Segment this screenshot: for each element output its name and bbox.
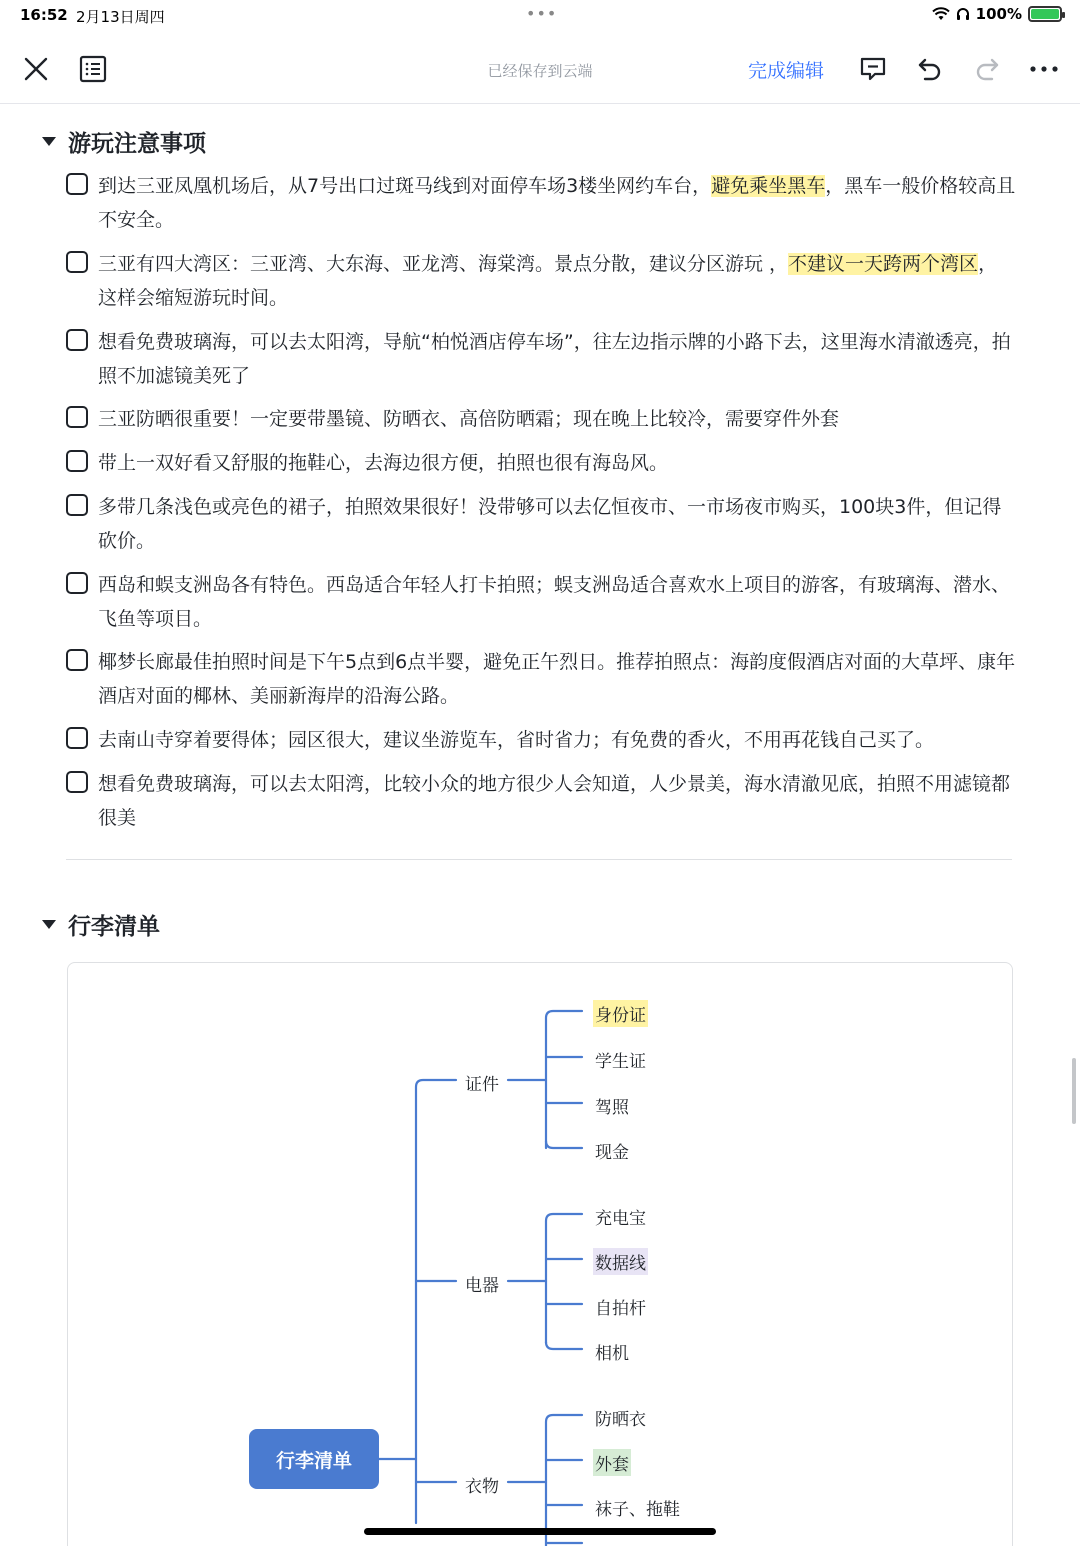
done-editing-button[interactable]: 完成编辑 xyxy=(748,56,824,83)
todo-item xyxy=(66,446,1016,480)
headphones-icon xyxy=(956,7,970,21)
mindmap-leaf-node[interactable]: 学生证 xyxy=(595,1052,646,1072)
todo-text[interactable]: 西岛和蜈支洲岛各有特色。西岛适合年轻人打卡拍照；蜈支洲岛适合喜欢水上项目的游客，有玻璃海、潜水、飞鱼等项目。 xyxy=(98,574,1011,630)
mindmap-leaf-node[interactable]: 充电宝 xyxy=(595,1209,646,1229)
section-title: 行李清单 xyxy=(68,914,160,940)
status-time: 16:52 xyxy=(20,6,68,24)
divider xyxy=(66,859,1012,860)
todo-text[interactable]: 去南山寺穿着要得体；园区很大，建议坐游览车，省时省力；有免费的香火，不用再花钱自己买了。 xyxy=(98,729,935,751)
battery-icon xyxy=(1028,6,1062,22)
save-status: 已经保存到云端 xyxy=(487,62,593,80)
todo-text[interactable]: 想看免费玻璃海，可以去太阳湾，导航“柏悦酒店停车场”，往左边指示牌的小路下去，这里海水清澈透亮，拍照不加滤镜美死了 xyxy=(98,331,1011,387)
mindmap-leaf-node[interactable]: 现金 xyxy=(595,1143,629,1163)
battery-level xyxy=(1031,9,1059,19)
checkbox[interactable] xyxy=(66,494,88,516)
todo-text[interactable]: 椰梦长廊最佳拍照时间是下午5点到6点半婴，避免正午烈日。推荐拍照点：海韵度假酒店对面的大草坪、康年酒店对面的椰林、美丽新海岸的沿海公路。 xyxy=(98,651,1016,707)
collapse-caret-icon[interactable] xyxy=(42,137,56,146)
undo-icon[interactable] xyxy=(913,52,947,86)
todo-item xyxy=(66,723,1016,757)
todo-item xyxy=(66,325,1016,393)
mindmap-leaf-node[interactable]: 驾照 xyxy=(595,1098,629,1118)
wifi-icon xyxy=(932,7,950,21)
todo-item xyxy=(66,247,1016,315)
todo-text[interactable]: 想看免费玻璃海，可以去太阳湾，比较小众的地方很少人会知道，人少景美，海水清澈见底，拍照不用滤镜都很美 xyxy=(98,773,1011,829)
mindmap-leaf-node[interactable]: 袜子、拖鞋 xyxy=(595,1500,680,1520)
collapse-caret-icon[interactable] xyxy=(42,920,56,929)
checkbox[interactable] xyxy=(66,649,88,671)
checkbox[interactable] xyxy=(66,173,88,195)
todo-item xyxy=(66,490,1016,558)
section-title: 游玩注意事项 xyxy=(68,131,206,157)
todo-text[interactable]: 带上一双好看又舒服的拖鞋心，去海边很方便，拍照也很有海岛风。 xyxy=(98,452,669,474)
mindmap-leaf-node[interactable]: 自拍杆 xyxy=(595,1299,646,1319)
section-heading-luggage[interactable] xyxy=(42,908,160,941)
highlight-text: 不建议一天跨两个湾区 xyxy=(788,253,979,275)
mindmap-leaf-node[interactable]: 防晒衣 xyxy=(595,1410,646,1430)
section-heading-tips[interactable] xyxy=(42,125,206,158)
mindmap-connectors xyxy=(68,963,1013,1546)
checkbox[interactable] xyxy=(66,450,88,472)
mindmap-root-node[interactable]: 行李清单 xyxy=(249,1429,379,1489)
todo-item xyxy=(66,402,1016,436)
status-indicators xyxy=(932,5,1062,23)
todo-item xyxy=(66,169,1016,237)
checkbox[interactable] xyxy=(66,251,88,273)
status-bar xyxy=(0,0,1080,32)
checkbox[interactable] xyxy=(66,727,88,749)
mindmap-leaf-node[interactable]: 身份证 xyxy=(593,1000,648,1027)
todo-text[interactable]: 三亚防晒很重要！一定要带墨镜、防晒衣、高倍防晒霜；现在晚上比较冷，需要穿件外套 xyxy=(98,408,840,430)
comment-icon[interactable] xyxy=(856,52,890,86)
mindmap-branch-node[interactable]: 证件 xyxy=(465,1075,499,1095)
status-date: 2月13日周四 xyxy=(76,8,165,26)
checkbox[interactable] xyxy=(66,329,88,351)
mindmap-branch-node[interactable]: 衣物 xyxy=(465,1477,499,1497)
more-icon[interactable] xyxy=(1027,52,1061,86)
mindmap-branch-node[interactable]: 电器 xyxy=(465,1276,499,1296)
battery-percent: 100% xyxy=(975,5,1022,23)
todo-item xyxy=(66,568,1016,636)
multitasking-dots-icon[interactable]: ••• xyxy=(526,4,558,23)
todo-item xyxy=(66,645,1016,713)
editor-toolbar xyxy=(0,38,1080,104)
highlight-text: 避免乘坐黑车 xyxy=(711,175,826,197)
redo-icon[interactable] xyxy=(970,52,1004,86)
checkbox[interactable] xyxy=(66,572,88,594)
todo-item xyxy=(66,767,1016,835)
checkbox[interactable] xyxy=(66,771,88,793)
mindmap-leaf-node[interactable]: 数据线 xyxy=(593,1248,648,1275)
todo-text[interactable]: 到达三亚凤凰机场后，从7号出口过斑马线到对面停车场3楼坐网约车台，避免乘坐黑车，黑车一般价格较高且不安全。 xyxy=(98,175,1016,231)
home-indicator[interactable] xyxy=(364,1528,716,1535)
mindmap-leaf-node[interactable]: 相机 xyxy=(595,1344,629,1364)
todo-text[interactable]: 多带几条浅色或亮色的裙子，拍照效果很好！没带够可以去亿恒夜市、一市场夜市购买，100块3件，但记得砍价。 xyxy=(98,496,1002,552)
checkbox[interactable] xyxy=(66,406,88,428)
mindmap-board[interactable] xyxy=(67,962,1013,1546)
mindmap-leaf-node[interactable]: 外套 xyxy=(593,1449,631,1476)
scrollbar-thumb[interactable] xyxy=(1072,1058,1076,1124)
todo-text[interactable]: 三亚有四大湾区：三亚湾、大东海、亚龙湾、海棠湾。景点分散，建议分区游玩 ，不建议一天跨两个湾区，这样会缩短游玩时间。 xyxy=(98,253,998,309)
